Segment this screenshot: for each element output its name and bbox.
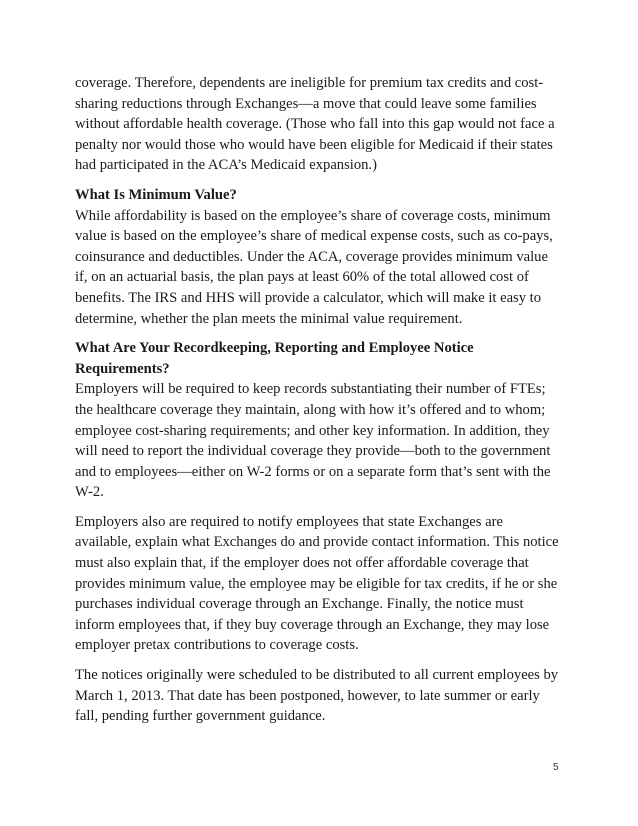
- paragraph-employee-notice: [75, 512, 571, 656]
- paragraph-notice-schedule: [75, 665, 571, 727]
- text-line: available, explain what Exchanges do and provide contact information. This notice: [75, 534, 559, 551]
- paragraph-minimum-value: [75, 206, 571, 330]
- text-line: without affordable health coverage. (Those who fall into this gap would not face a: [75, 116, 555, 133]
- text-line: sharing reductions through Exchanges—a move that could leave some families: [75, 95, 537, 112]
- text-line: will need to report the individual coverage they provide—both to the government: [75, 443, 551, 460]
- text-line: employee cost-sharing requirements; and other key information. In addition, they: [75, 422, 550, 439]
- text-line: must also explain that, if the employer does not offer affordable coverage that: [75, 555, 529, 572]
- text-line: The notices originally were scheduled to be distributed to all current employees by: [75, 667, 559, 684]
- text-line: benefits. The IRS and HHS will provide a calculator, which will make it easy to: [75, 289, 542, 306]
- text-line: Employers will be required to keep records substantiating their number of FTEs;: [75, 381, 546, 398]
- text-line: purchases individual coverage through an Exchange. Finally, the notice must: [75, 596, 524, 613]
- text-line: March 1, 2013. That date has been postponed, however, to late summer or early: [75, 687, 540, 704]
- page-content: [75, 73, 571, 727]
- text-line: Employers also are required to notify employees that state Exchanges are: [75, 513, 503, 530]
- paragraph-recordkeeping: [75, 379, 571, 503]
- text-line: inform employees that, if they buy coverage through an Exchange, they may lose: [75, 616, 550, 633]
- text-line: penalty nor would those who would have been eligible for Medicaid if their states: [75, 136, 553, 153]
- section-heading-minimum-value: [75, 185, 571, 206]
- text-line: determine, whether the plan meets the minimal value requirement.: [75, 310, 463, 327]
- heading-line: Requirements?: [75, 360, 170, 377]
- paragraph-intro: [75, 73, 571, 176]
- text-line: fall, pending further government guidance.: [75, 708, 326, 725]
- text-line: W-2.: [75, 484, 104, 501]
- page-number: 5: [553, 762, 559, 773]
- text-line: coverage. Therefore, dependents are ineligible for premium tax credits and cost-: [75, 75, 544, 91]
- text-line: had participated in the ACA’s Medicaid expansion.): [75, 157, 377, 174]
- heading-line: What Is Minimum Value?: [75, 186, 237, 203]
- text-line: if, on an actuarial basis, the plan pays at least 60% of the total allowed cost of: [75, 269, 529, 286]
- text-line: and to employees—either on W-2 forms or on a separate form that’s sent with the: [75, 463, 551, 480]
- text-line: value is based on the employee’s share of medical expense costs, such as co-pays,: [75, 228, 553, 245]
- heading-line: What Are Your Recordkeeping, Reporting and Employee Notice: [75, 340, 474, 357]
- text-line: employer pretax contributions to coverage costs.: [75, 637, 359, 654]
- text-line: provides minimum value, the employee may be eligible for tax credits, if he or she: [75, 575, 558, 592]
- section-heading-recordkeeping: [75, 338, 571, 379]
- text-line: While affordability is based on the employee’s share of coverage costs, minimum: [75, 207, 551, 224]
- text-line: the healthcare coverage they maintain, along with how it’s offered and to whom;: [75, 401, 546, 418]
- text-line: coinsurance and deductibles. Under the ACA, coverage provides minimum value: [75, 248, 548, 265]
